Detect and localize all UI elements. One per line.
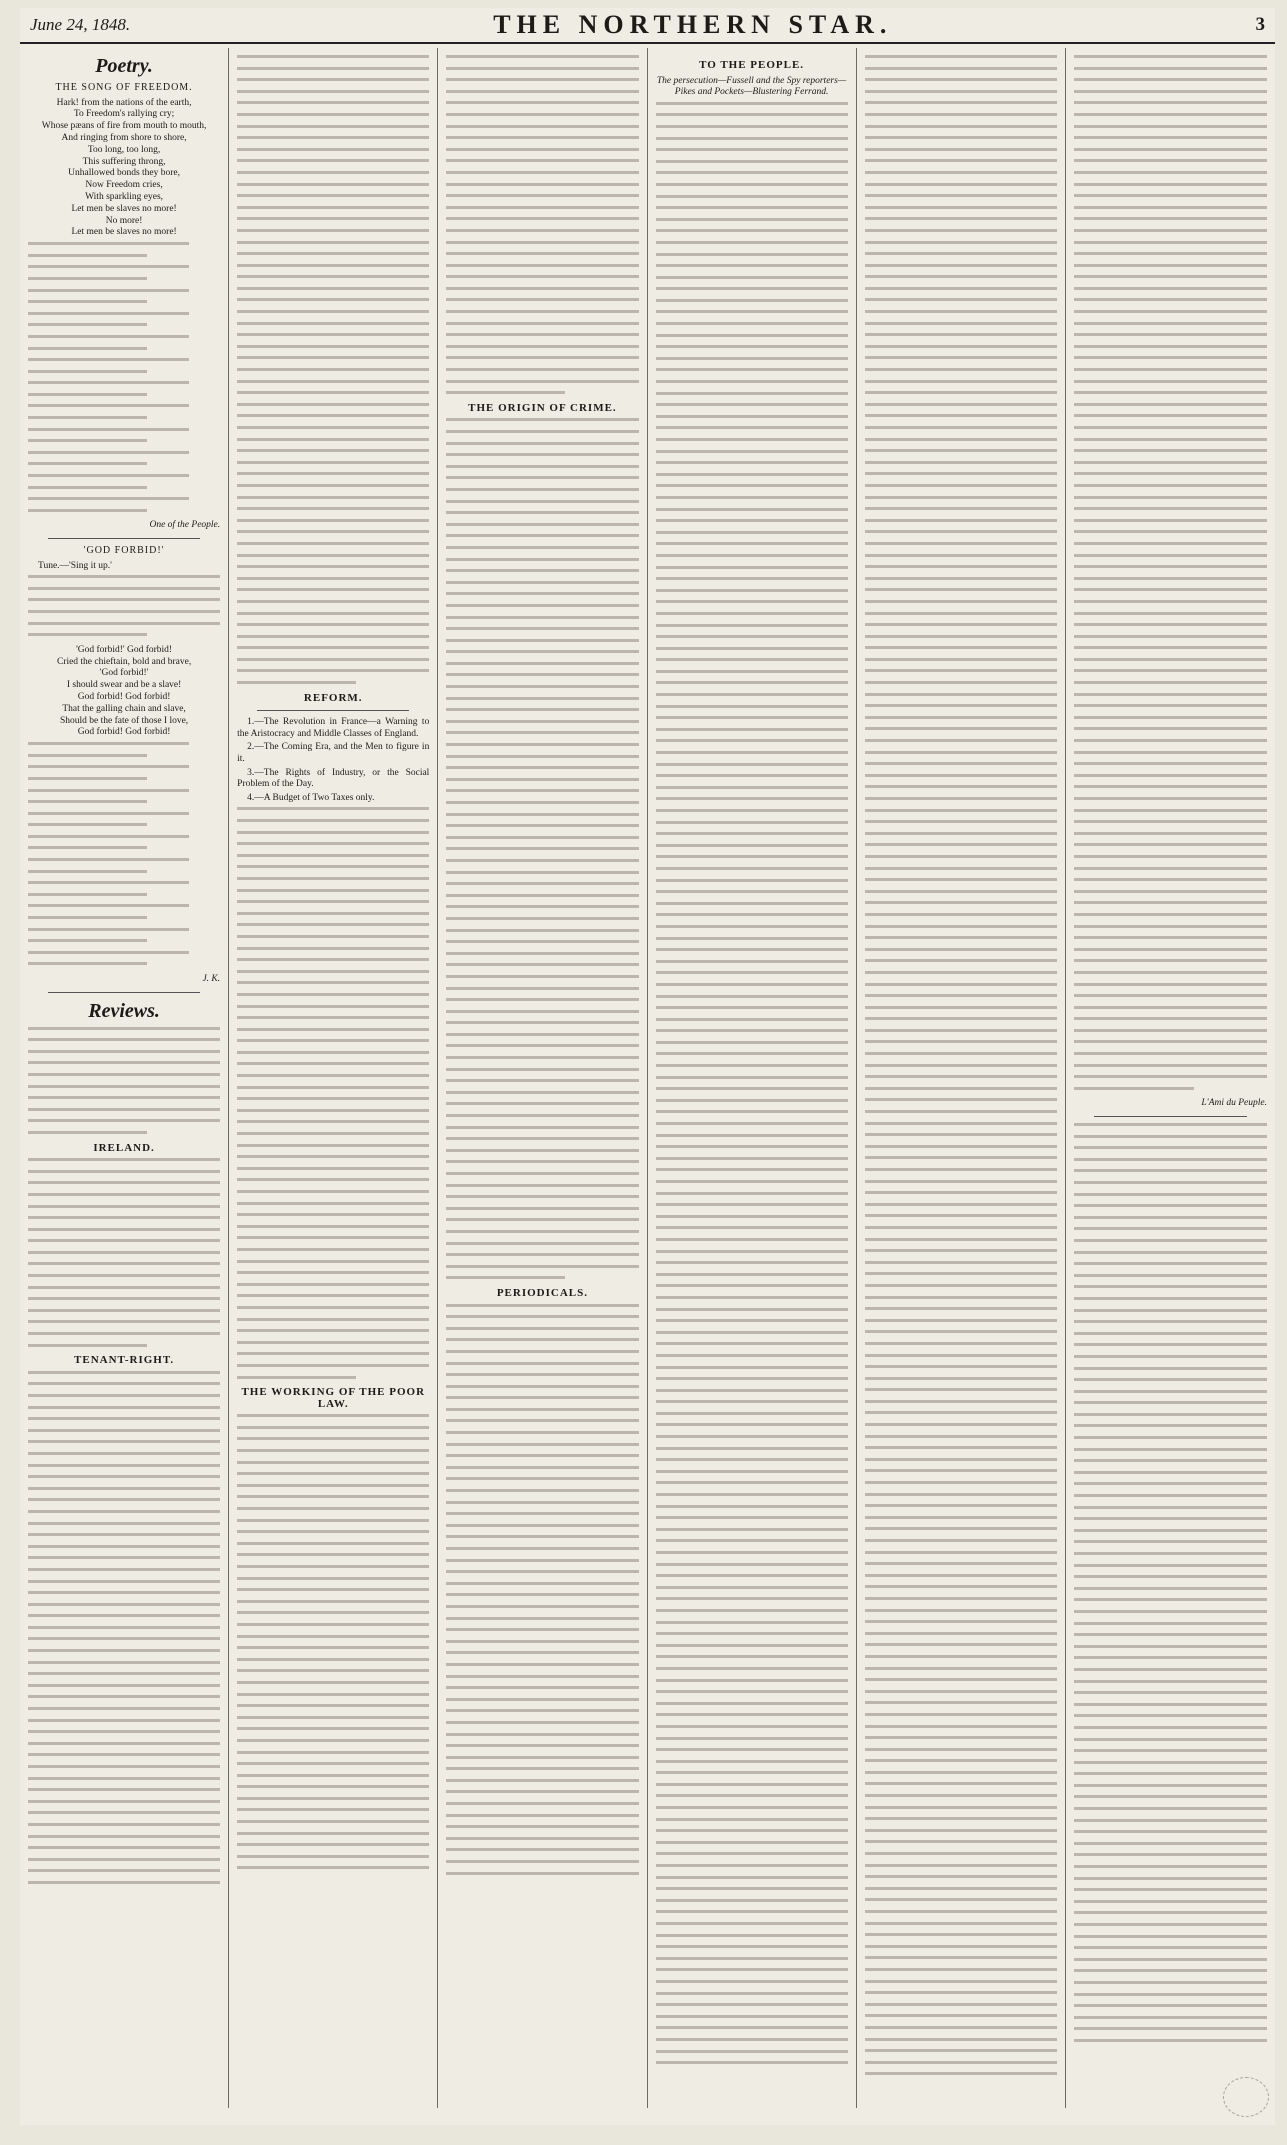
article-text bbox=[1074, 1123, 1267, 2042]
periodicals-text bbox=[446, 1304, 638, 1875]
divider bbox=[1094, 1116, 1247, 1117]
newspaper-title: THE NORTHERN STAR. bbox=[493, 10, 893, 39]
poem-line: Let men be slaves no more! bbox=[71, 227, 177, 238]
poem-line: Should be the fate of those I love, bbox=[59, 715, 189, 726]
column-5 bbox=[857, 48, 1066, 2108]
article-subtitle: The persecution—Fussell and the Spy reporters—Pikes and Pockets—Blustering Ferrand. bbox=[656, 75, 847, 98]
divider bbox=[48, 538, 200, 539]
poem-title: THE SONG OF FREEDOM. bbox=[55, 82, 193, 93]
reform-text bbox=[237, 807, 429, 1378]
poem-intro: Tune.—'Sing it up.' bbox=[38, 560, 112, 571]
poem-line: And ringing from shore to shore, bbox=[61, 132, 187, 143]
poem-line: To Freedom's rallying cry; bbox=[73, 109, 175, 120]
section-heading: TO THE PEOPLE. bbox=[699, 59, 805, 71]
poem-signature: One of the People. bbox=[149, 520, 221, 531]
poor-law-text bbox=[237, 1414, 429, 1869]
poem-line: Cried the chieftain, bold and brave, bbox=[56, 656, 192, 667]
poem-body bbox=[28, 645, 220, 739]
poem-line: No more! bbox=[105, 215, 143, 226]
crime-text bbox=[446, 418, 638, 1279]
column-6 bbox=[1066, 48, 1275, 2108]
poem-signature: J. K. bbox=[202, 974, 221, 984]
section-heading: THE WORKING OF THE POOR LAW. bbox=[241, 1386, 426, 1410]
article-text bbox=[237, 55, 429, 684]
poem-line: Let men be slaves no more! bbox=[71, 203, 177, 214]
text-columns bbox=[20, 44, 1275, 2108]
poem-line: This suffering throng, bbox=[82, 156, 166, 167]
poem-line: Hark! from the nations of the earth, bbox=[56, 97, 192, 108]
newspaper-page bbox=[20, 8, 1275, 2125]
reform-item: 2.—The Coming Era, and the Men to figure in it. bbox=[237, 742, 430, 765]
masthead bbox=[20, 8, 1275, 44]
poem-continuation bbox=[28, 742, 220, 965]
poem-line: Whose pæans of fire from mouth to mouth, bbox=[41, 121, 207, 132]
issue-date: June 24, 1848. bbox=[30, 15, 131, 34]
divider bbox=[257, 710, 409, 711]
section-heading: REFORM. bbox=[303, 691, 363, 704]
reform-item: 4.—A Budget of Two Taxes only. bbox=[247, 792, 375, 803]
column-2 bbox=[229, 48, 438, 2108]
poem-line: 'God forbid!' God forbid! bbox=[76, 644, 173, 655]
reviews-heading: Reviews. bbox=[88, 999, 160, 1022]
reviews-text bbox=[28, 1027, 220, 1134]
column-3 bbox=[438, 48, 647, 2108]
poem-line: That the galling chain and slave, bbox=[62, 703, 186, 714]
page-number: 3 bbox=[1255, 14, 1265, 35]
section-heading: TENANT-RIGHT. bbox=[74, 1354, 175, 1367]
poem-line: 'God forbid!' bbox=[99, 668, 149, 679]
section-heading: PERIODICALS. bbox=[496, 1286, 588, 1299]
article-text bbox=[446, 55, 638, 394]
poem-line: Too long, too long, bbox=[87, 144, 161, 155]
column-4 bbox=[648, 48, 857, 2108]
library-stamp-icon bbox=[1223, 2077, 1269, 2117]
reform-item: 3.—The Rights of Industry, or the Social Problem of the Day. bbox=[237, 767, 430, 790]
tenant-text bbox=[28, 1371, 220, 1884]
poem-line: God forbid! God forbid! bbox=[77, 691, 171, 702]
poem-prose bbox=[28, 575, 220, 636]
reform-item: 1.—The Revolution in France—a Warning to the Aristocracy and Middle Classes of England. bbox=[237, 717, 430, 739]
poetry-heading: Poetry. bbox=[95, 55, 153, 77]
article-text bbox=[1074, 55, 1267, 1090]
article-text bbox=[865, 55, 1057, 2075]
poem-line: Now Freedom cries, bbox=[85, 180, 163, 191]
article-text bbox=[656, 102, 848, 2064]
poem-line: I should swear and be a slave! bbox=[66, 680, 182, 691]
poem-line: Unhallowed bonds they bore, bbox=[68, 168, 181, 179]
column-1 bbox=[20, 48, 229, 2108]
poem-line: God forbid! God forbid! bbox=[77, 727, 171, 738]
ireland-text bbox=[28, 1158, 220, 1347]
section-heading: THE ORIGIN OF CRIME. bbox=[468, 401, 617, 414]
poem-title: 'GOD FORBID!' bbox=[83, 545, 165, 556]
poem-continuation bbox=[28, 242, 220, 512]
poem-body bbox=[28, 98, 220, 240]
poem-line: With sparkling eyes, bbox=[85, 191, 164, 202]
article-signature: L'Ami du Peuple. bbox=[1201, 1098, 1267, 1109]
section-heading: IRELAND. bbox=[93, 1141, 155, 1154]
divider bbox=[48, 992, 200, 993]
